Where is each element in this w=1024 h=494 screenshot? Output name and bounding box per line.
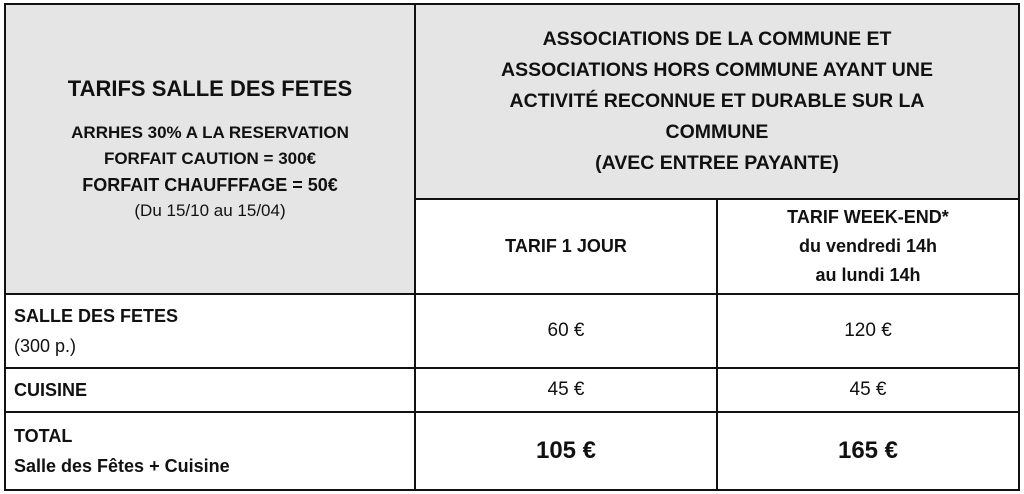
- price-cuisine-weekend-value: 45 €: [849, 379, 887, 400]
- caution-text: FORFAIT CAUTION = 300€: [103, 148, 317, 168]
- row-label-total-description: Salle des Fêtes + Cuisine: [14, 456, 230, 476]
- column-header-weekend: [716, 198, 1020, 295]
- associations-header-line-5: (AVEC ENTREE PAYANTE): [595, 152, 839, 174]
- row-label-cuisine: [4, 367, 416, 413]
- price-cuisine-day: [414, 367, 718, 413]
- row-label-salle-title: SALLE DES FETES: [14, 306, 179, 326]
- column-header-weekend-line-2: du vendredi 14h: [798, 236, 938, 256]
- price-salle-day-value: 60 €: [547, 320, 585, 341]
- price-salle-weekend-value: 120 €: [844, 320, 892, 341]
- price-total-day: [414, 411, 718, 491]
- row-label-salle: [4, 293, 416, 369]
- heating-period-text: (Du 15/10 au 15/04): [134, 200, 286, 220]
- price-cuisine-day-value: 45 €: [547, 379, 585, 400]
- column-header-day-label: TARIF 1 JOUR: [505, 236, 627, 256]
- column-header-weekend-line-1: TARIF WEEK-END*: [787, 207, 949, 227]
- deposit-text: ARRHES 30% A LA RESERVATION: [71, 122, 349, 142]
- price-salle-weekend: [716, 293, 1020, 369]
- column-header-day: [414, 198, 718, 295]
- associations-header-line-1: ASSOCIATIONS DE LA COMMUNE ET: [542, 28, 892, 50]
- tariff-title-cell: [4, 3, 416, 295]
- tariff-table: [4, 3, 1020, 491]
- associations-header-line-3: ACTIVITÉ RECONNUE ET DURABLE SUR LA: [509, 90, 925, 112]
- price-salle-day: [414, 293, 718, 369]
- associations-header-cell: [414, 3, 1020, 200]
- price-total-weekend: [716, 411, 1020, 491]
- row-label-salle-capacity: (300 p.): [14, 336, 77, 356]
- heating-text: FORFAIT CHAUFFFAGE = 50€: [82, 174, 338, 195]
- price-total-weekend-value: 165 €: [837, 437, 899, 464]
- associations-header-line-4: COMMUNE: [665, 121, 769, 143]
- associations-header-line-2: ASSOCIATIONS HORS COMMUNE AYANT UNE: [501, 59, 933, 81]
- price-cuisine-weekend: [716, 367, 1020, 413]
- price-total-day-value: 105 €: [535, 437, 597, 464]
- row-label-total: [4, 411, 416, 491]
- row-label-total-title: TOTAL: [14, 426, 73, 446]
- row-label-cuisine-title: CUISINE: [14, 380, 88, 400]
- tariff-title: TARIFS SALLE DES FETES: [67, 75, 353, 101]
- column-header-weekend-line-3: au lundi 14h: [815, 265, 921, 285]
